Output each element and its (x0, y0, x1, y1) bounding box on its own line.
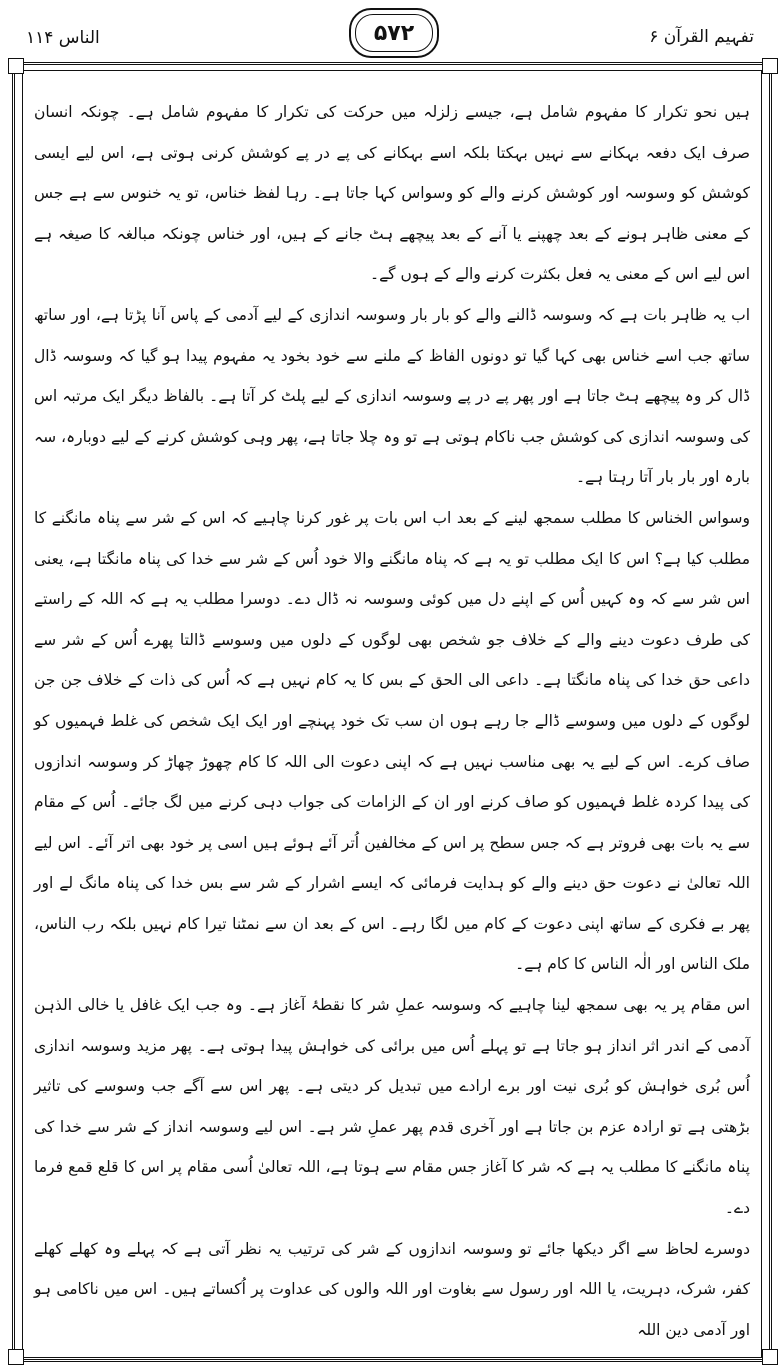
page-header (0, 0, 784, 66)
paragraph-2: اب یہ ظاہر بات ہے کہ وسوسہ ڈالنے والے کو بار بار وسوسہ اندازی کے لیے آدمی کے پاس آنا پڑتا ہے، اور ساتھ ساتھ جب اسے خناس بھی کہا گیا تو دونوں الفاظ کے ملنے سے خود بخود یہ مفہوم پیدا ہو گیا کہ وسوسہ ڈال ڈال کر وہ پیچھے ہٹ جاتا ہے اور پھر پے در پے وسوسہ اندازی کے لیے پلٹ کر آتا ہے۔ بالفاظ دیگر ایک مرتبہ اس کی وسوسہ اندازی کی کوشش جب ناکام ہوتی ہے تو وہ چلا جاتا ہے، پھر وہی کوشش کرنے کے لیے دوبارہ، سہ بارہ اور بار بار آتا رہتا ہے۔ (34, 305, 750, 487)
paragraph-1: ہیں نحو تکرار کا مفہوم شامل ہے، جیسے زلزلہ میں حرکت کی تکرار کا مفہوم شامل ہے۔ چونکہ انسان صرف ایک دفعہ بہکانے سے نہیں بہکتا بلکہ اسے بہکانے کی پے در پے کوشش کرنی ہوتی ہے، اس لیے ایسی کوشش کو وسوسہ اور کوشش کرنے والے کو وسواس کہا جاتا ہے۔ رہا لفظ خناس، تو یہ خنوس سے ہے جس کے معنی ظاہر ہونے کے بعد چھپنے یا آنے کے بعد پیچھے ہٹ جانے کے ہیں، اور خناس چونکہ مبالغہ کا صیغہ ہے اس لیے اس کے معنی یہ فعل بکثرت کرنے والے کے ہوں گے۔ (34, 103, 751, 284)
corner-ornament (8, 58, 24, 74)
page-number: ۵۷۲ (373, 20, 415, 46)
surah-name: الناس ۱۱۴ (26, 28, 100, 48)
corner-ornament (8, 1349, 24, 1365)
paragraph-3: وسواس الخناس کا مطلب سمجھ لینے کے بعد اب اس بات پر غور کرنا چاہیے کہ اس کے شر سے پناہ مانگنے کا مطلب کیا ہے؟ اس کا ایک مطلب تو یہ ہے کہ پناہ مانگنے والا خود اُس کے شر سے خدا کی پناہ مانگتا ہے، یعنی اس شر سے کہ وہ کہیں اُس کے اپنے دل میں کوئی وسوسہ نہ ڈال دے۔ دوسرا مطلب یہ ہے کہ اللہ کے راستے کی طرف دعوت دینے والے کے خلاف جو شخص بھی لوگوں کے دلوں میں وسوسے ڈالتا پھرے اُس کے شر سے داعی حق خدا کی پناہ مانگتا ہے۔ داعی الی الحق کے بس کا یہ کام نہیں ہے کہ اُس کی ذات کے خلاف جن جن لوگوں کے دلوں میں وسوسے ڈالے جا رہے ہوں ان سب تک خود پہنچے اور ایک ایک شخص کی غلط فہمیوں کو صاف کرے۔ اس کے لیے یہ بھی مناسب نہیں ہے کہ اپنی دعوت الی اللہ کا کام چھوڑ چھاڑ کر وسوسہ اندازوں کی پیدا کردہ غلط فہمیوں کو صاف کرنے اور ان کے الزامات کی جواب دہی کرنے میں لگ جائے۔ اُس کے مقام سے یہ بات بھی فروتر ہے کہ جس سطح پر اس کے مخالفین اُتر آئے ہوئے ہیں اسی پر خود بھی اتر آئے۔ اس لیے اللہ تعالیٰ نے دعوت حق دینے والے کو ہدایت فرمائی کہ ایسے اشرار کے شر سے بس خدا کی پناہ مانگ لے اور پھر بے فکری کے ساتھ اپنی دعوت کے کام میں لگا رہے۔ اس کے بعد ان سے نمٹنا تیرا کام نہیں بلکہ رب الناس، ملک الناس اور الٰہ الناس کا کام ہے۔ (34, 508, 750, 974)
page-number-badge (349, 8, 439, 58)
paragraph-4: اس مقام پر یہ بھی سمجھ لینا چاہیے کہ وسوسہ عملِ شر کا نقطۂ آغاز ہے۔ وہ جب ایک غافل یا خالی الذہن آدمی کے اندر اثر انداز ہو جاتا ہے تو پہلے اُس میں برائی کی خواہش پیدا ہوتی ہے۔ پھر مزید وسوسہ اندازی اُس بُری خواہش کو بُری نیت اور برے ارادے میں تبدیل کر دیتی ہے۔ پھر اس سے آگے جب وسوسے کی تاثیر بڑھتی ہے تو ارادہ عزم بن جاتا ہے اور آخری قدم پھر عملِ شر ہے۔ اس لیے وسوسہ انداز کے شر سے خدا کی پناہ مانگنے کا مطلب یہ ہے کہ شر کا آغاز جس مقام سے ہوتا ہے، اللہ تعالیٰ اُسی مقام پر اس کا قلع قمع فرما دے۔ (34, 996, 750, 1218)
corner-ornament (762, 1349, 778, 1365)
corner-ornament (762, 58, 778, 74)
book-title: تفہیم القرآن ۶ (649, 27, 754, 47)
page-body (34, 92, 750, 1360)
paragraph-5: دوسرے لحاظ سے اگر دیکھا جائے تو وسوسہ اندازوں کے شر کی ترتیب یہ نظر آتی ہے کہ پہلے وہ کھلے کھلے کفر، شرک، دہریت، یا اللہ اور رسول سے بغاوت اور اللہ والوں کی عداوت پر اُکساتے ہیں۔ اس میں ناکامی ہو اور آدمی دین اللہ (34, 1239, 750, 1339)
